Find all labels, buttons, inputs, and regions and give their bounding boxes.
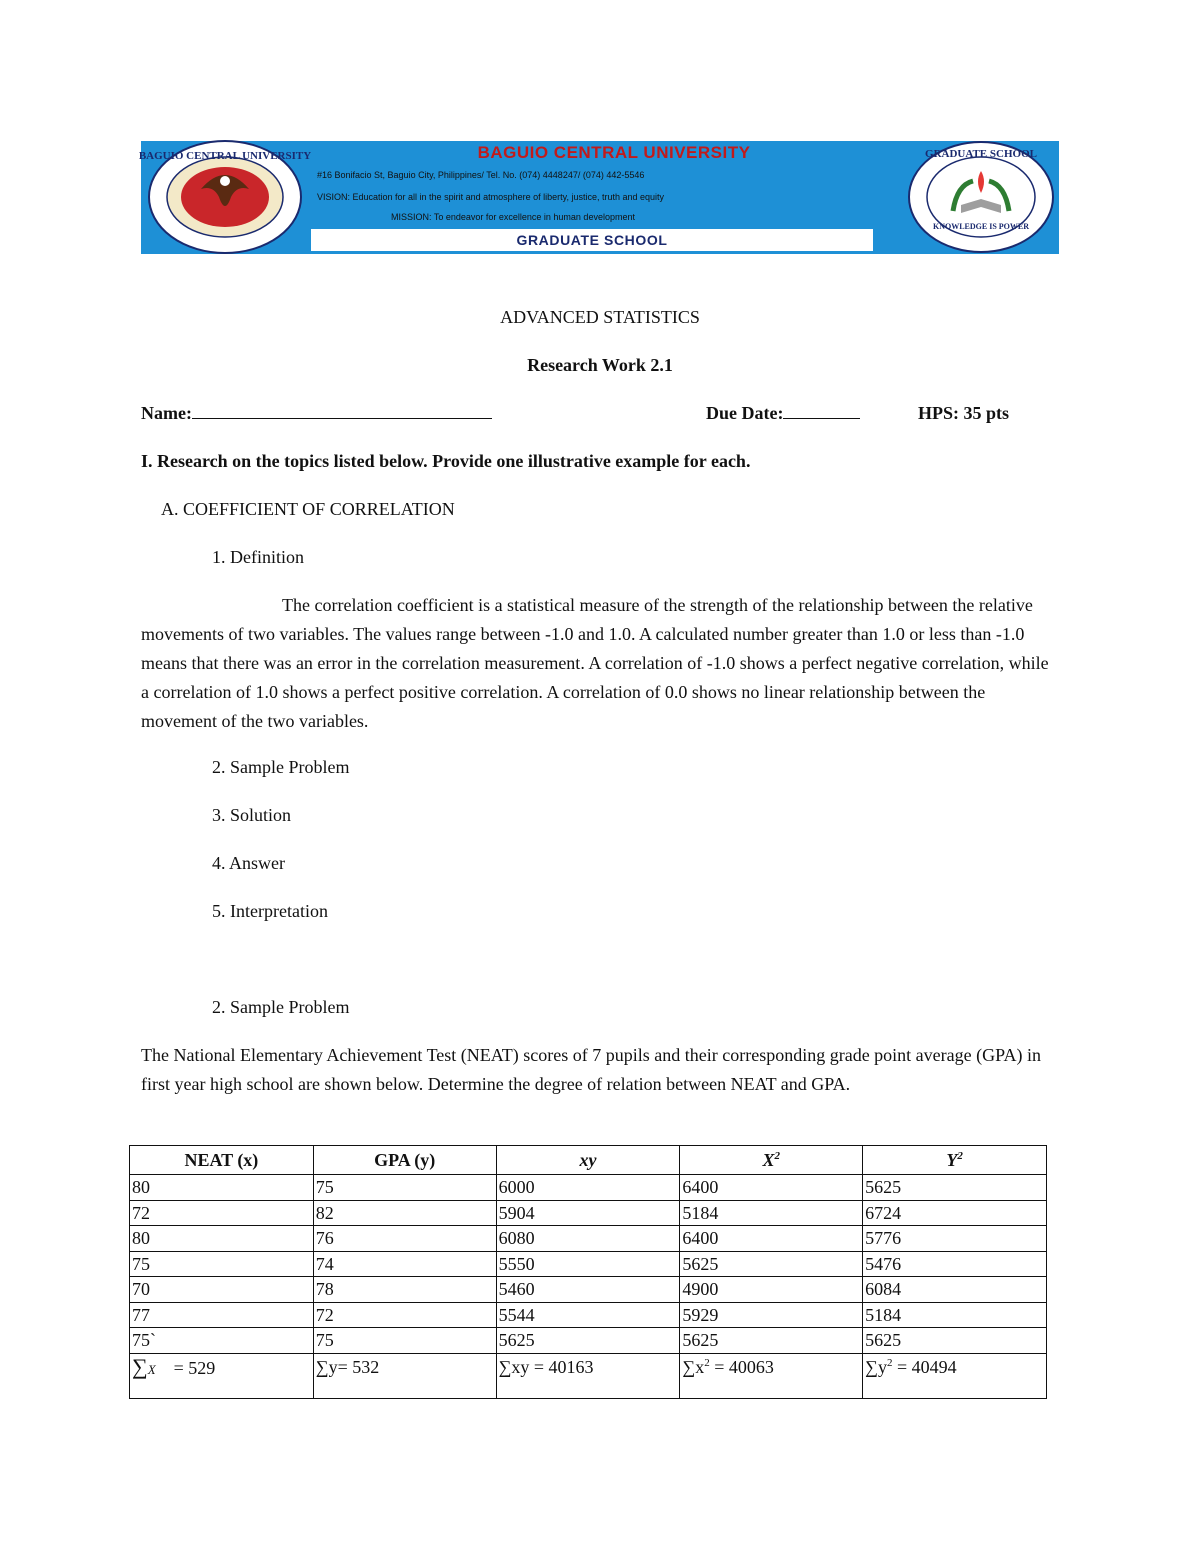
table-cell: 5544 <box>496 1302 680 1328</box>
document-title: ADVANCED STATISTICS <box>500 307 700 327</box>
table-cell: 72 <box>313 1302 496 1328</box>
table-cell: 5776 <box>863 1226 1047 1252</box>
table-cell: 6400 <box>680 1175 863 1201</box>
university-mission: MISSION: To endeavor for excellence in human development <box>391 212 635 222</box>
svg-text:BAGUIO CENTRAL UNIVERSITY: BAGUIO CENTRAL UNIVERSITY <box>138 150 312 162</box>
item-definition: 1. Definition <box>212 547 304 567</box>
table-cell: 75 <box>313 1175 496 1201</box>
section-a-heading: A. COEFFICIENT OF CORRELATION <box>161 499 455 519</box>
name-label: Name: <box>141 403 192 423</box>
university-seal-logo <box>138 141 312 253</box>
table-cell: 80 <box>130 1175 314 1201</box>
name-blank-line[interactable] <box>192 400 492 419</box>
table-cell: 70 <box>130 1277 314 1303</box>
due-date-row <box>706 399 860 427</box>
table-row <box>130 1328 1047 1354</box>
table-cell: 82 <box>313 1200 496 1226</box>
due-date-blank-line[interactable] <box>783 400 860 419</box>
table-cell: 5625 <box>680 1328 863 1354</box>
definition-paragraph: The correlation coefficient is a statistical measure of the strength of the relationship between the relative movements of two variables. The values range between -1.0 and 1.0. A calculated number greater than 1.0 or less than -1.0 means that there was an error in the correlation measurement. A correlation of -1.0 shows a perfect negative correlation, while a correlation of 1.0 shows a perfect positive correlation. A correlation of 0.0 shows no linear relationship between the movement of the two variables. <box>141 595 1049 731</box>
table-cell: 5550 <box>496 1251 680 1277</box>
table-cell: 5904 <box>496 1200 680 1226</box>
instruction: I. Research on the topics listed below. Provide one illustrative example for each. <box>141 451 751 471</box>
table-row <box>130 1226 1047 1252</box>
hps-label: HPS: 35 pts <box>918 403 1010 423</box>
table-cell: 5184 <box>863 1302 1047 1328</box>
university-banner <box>138 141 1059 254</box>
table-cell: 5476 <box>863 1251 1047 1277</box>
graduate-school-seal-logo <box>907 141 1059 253</box>
graduate-school-label: GRADUATE SCHOOL <box>311 229 873 251</box>
table-cell: 6400 <box>680 1226 863 1252</box>
table-row <box>130 1251 1047 1277</box>
table-cell: 72 <box>130 1200 314 1226</box>
sum-x: ∑X = 529 <box>130 1353 314 1398</box>
sum-x-squared: $\sum x^2 = 40063$ <box>680 1353 863 1398</box>
item-solution: 3. Solution <box>212 805 292 825</box>
university-name: BAGUIO CENTRAL UNIVERSITY <box>477 143 751 162</box>
table-cell: 5625 <box>863 1328 1047 1354</box>
table-cell: 77 <box>130 1302 314 1328</box>
table-cell: 5460 <box>496 1277 680 1303</box>
item-sample-problem-repeat: 2. Sample Problem <box>212 997 350 1017</box>
sum-xy: ∑xy = 40163 <box>496 1353 680 1398</box>
table-row <box>130 1175 1047 1201</box>
table-cell: 6000 <box>496 1175 680 1201</box>
header-x-squared: $X^2$ <box>680 1146 863 1175</box>
university-vision: VISION: Education for all in the spirit and atmosphere of liberty, justice, truth and equity <box>317 192 665 202</box>
svg-text:GRADUATE SCHOOL: GRADUATE SCHOOL <box>925 148 1037 160</box>
problem-paragraph: The National Elementary Achievement Test (NEAT) scores of 7 pupils and their corresponding grade point average (GPA) in first year high school are shown below. Determine the degree of relation between NEAT and GPA. <box>141 1045 1041 1094</box>
sum-y-squared: $\sum y^2 = 40494$ <box>863 1353 1047 1398</box>
table-cell: 5929 <box>680 1302 863 1328</box>
table-cell: 5625 <box>680 1251 863 1277</box>
header-neat: NEAT (x) <box>130 1146 314 1175</box>
table-cell: 6080 <box>496 1226 680 1252</box>
header-xy: xy <box>496 1146 680 1175</box>
item-interpretation: 5. Interpretation <box>212 901 328 921</box>
item-sample-problem: 2. Sample Problem <box>212 757 350 777</box>
table-cell: 75 <box>130 1251 314 1277</box>
table-cell: 5625 <box>863 1175 1047 1201</box>
table-sum-row <box>130 1353 1047 1398</box>
table-cell: 78 <box>313 1277 496 1303</box>
table-cell: 5184 <box>680 1200 863 1226</box>
table-row <box>130 1200 1047 1226</box>
item-answer: 4. Answer <box>212 853 285 873</box>
due-date-label: Due Date: <box>706 403 784 423</box>
table-cell: 6084 <box>863 1277 1047 1303</box>
table-cell: 5625 <box>496 1328 680 1354</box>
data-table <box>129 1145 1047 1399</box>
table-cell: 75` <box>130 1328 314 1354</box>
header-gpa: GPA (y) <box>313 1146 496 1175</box>
table-cell: 4900 <box>680 1277 863 1303</box>
university-address: #16 Bonifacio St, Baguio City, Philippines/ Tel. No. (074) 4448247/ (074) 442-5546 <box>317 170 645 180</box>
header-y-squared: $Y^2$ <box>863 1146 1047 1175</box>
name-field-row <box>141 399 492 427</box>
sum-y: ∑y= 532 <box>313 1353 496 1398</box>
table-cell: 6724 <box>863 1200 1047 1226</box>
table-row <box>130 1277 1047 1303</box>
table-cell: 76 <box>313 1226 496 1252</box>
table-row <box>130 1302 1047 1328</box>
document-subtitle: Research Work 2.1 <box>527 355 673 375</box>
table-body <box>130 1175 1047 1354</box>
svg-text:KNOWLEDGE IS POWER: KNOWLEDGE IS POWER <box>932 222 1030 231</box>
table-cell: 74 <box>313 1251 496 1277</box>
table-cell: 80 <box>130 1226 314 1252</box>
table-cell: 75 <box>313 1328 496 1354</box>
table-header-row <box>130 1146 1047 1175</box>
